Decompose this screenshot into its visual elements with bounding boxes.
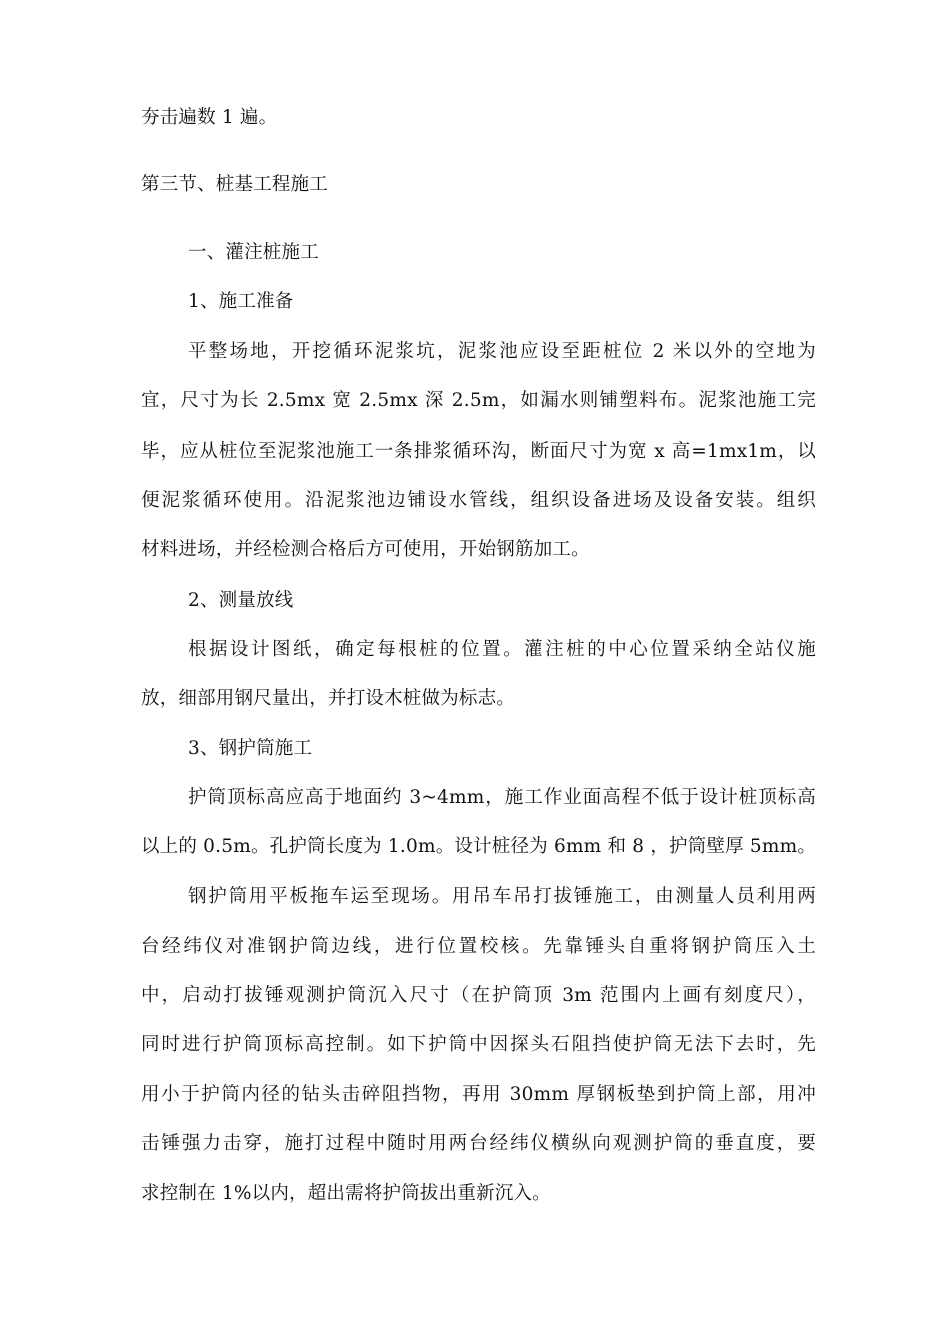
- item-heading-survey: 2、测量放线: [188, 590, 294, 611]
- paragraph-line: 平整场地，开挖循环泥浆坑，泥浆池应设至距桩位 2 米以外的空地为: [188, 341, 816, 362]
- paragraph-line: 钢护筒用平板拖车运至现场。用吊车吊打拔锤施工，由测量人员利用两: [188, 886, 816, 907]
- paragraph-line: 中，启动打拔锤观测护筒沉入尺寸（在护筒顶 3m 范围内上画有刻度尺），: [141, 985, 816, 1006]
- paragraph-line: 台经纬仪对准钢护筒边线，进行位置校核。先靠锤头自重将钢护筒压入土: [141, 936, 816, 957]
- paragraph-line: 求控制在 1%以内，超出需将护筒拔出重新沉入。: [141, 1183, 551, 1204]
- paragraph-line: 击锤强力击穿，施打过程中随时用两台经纬仪横纵向观测护筒的垂直度，要: [141, 1133, 816, 1154]
- subsection-heading-bored-pile: 一、灌注桩施工: [188, 242, 319, 263]
- paragraph-line: 根据设计图纸，确定每根桩的位置。灌注桩的中心位置采纳全站仪施: [188, 639, 816, 660]
- paragraph-line: 放，细部用钢尺量出，并打设木桩做为标志。: [141, 688, 516, 709]
- paragraph-line: 以上的 0.5m。孔护筒长度为 1.0m。设计桩径为 6mm 和 8 ，护筒壁厚 5mm。: [141, 836, 817, 857]
- text-line-compaction-passes: 夯击遍数 1 遍。: [141, 107, 278, 128]
- paragraph-line: 毕，应从桩位至泥浆池施工一条排浆循环沟，断面尺寸为宽 x 高=1mx1m，以: [141, 441, 816, 462]
- paragraph-line: 用小于护筒内径的钻头击碎阻挡物，再用 30mm 厚钢板垫到护筒上部，用冲: [141, 1084, 816, 1105]
- section-heading: 第三节、桩基工程施工: [141, 174, 329, 195]
- item-heading-steel-casing: 3、钢护筒施工: [188, 738, 313, 759]
- paragraph-line: 材料进场，并经检测合格后方可使用，开始钢筋加工。: [141, 539, 590, 560]
- paragraph-line: 便泥浆循环使用。沿泥浆池边铺设水管线，组织设备进场及设备安装。组织: [141, 490, 816, 511]
- item-heading-preparation: 1、施工准备: [188, 291, 294, 312]
- paragraph-line: 宜，尺寸为长 2.5mx 宽 2.5mx 深 2.5m，如漏水则铺塑料布。泥浆池施工完: [141, 390, 816, 411]
- paragraph-line: 护筒顶标高应高于地面约 3~4mm，施工作业面高程不低于设计桩顶标高: [188, 787, 816, 808]
- paragraph-line: 同时进行护筒顶标高控制。如下护筒中因探头石阻挡使护筒无法下去时，先: [141, 1034, 816, 1055]
